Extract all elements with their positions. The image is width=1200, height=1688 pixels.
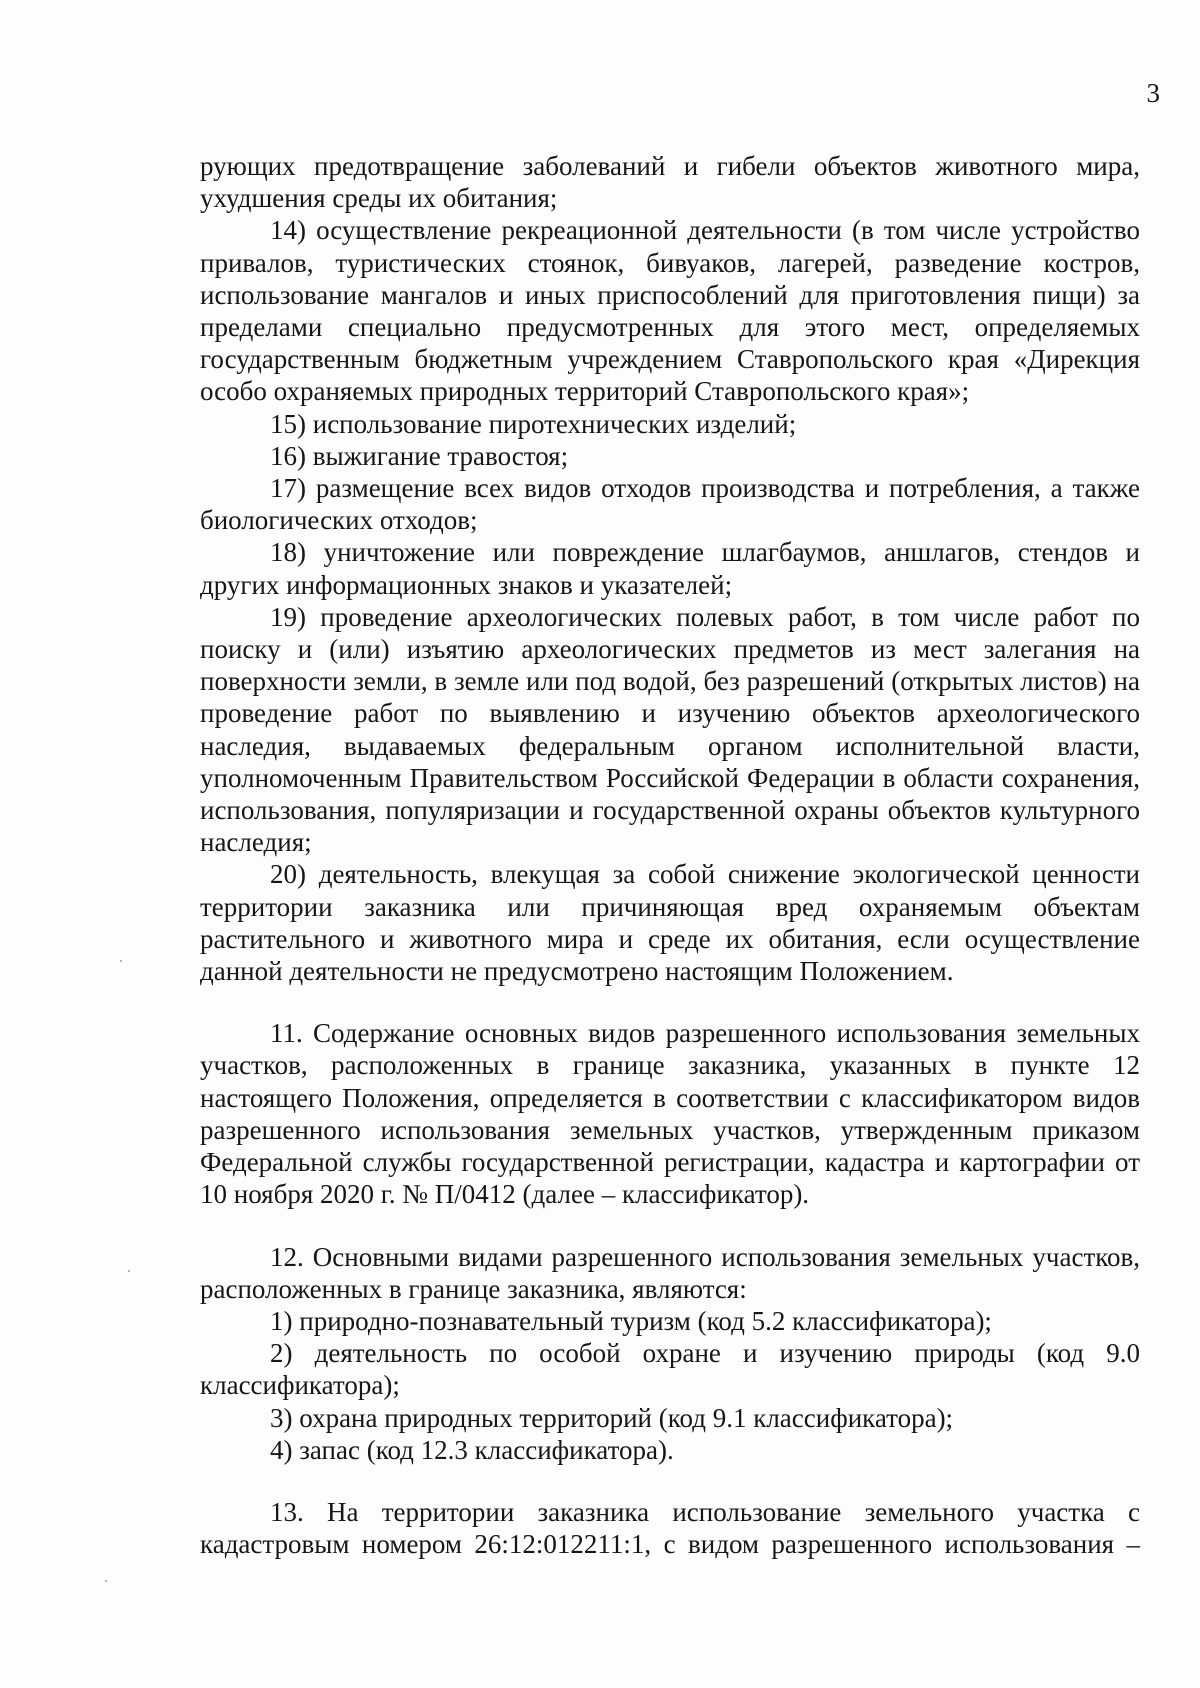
scan-speck xyxy=(120,960,122,962)
scan-speck xyxy=(128,1270,130,1272)
clause-11: 11. Содержание основных видов разрешенного использования земельных участков, расположенных в границе заказника, указанных в пункте 12 настоящего Положения, определяется в соответствии с классификатором видов разрешенного использования земельных участков, утвержденным приказом Федеральной службы государственной регистрации, кадастра и картографии от 10 ноября 2020 г. № П/0412 (далее – классификатор). xyxy=(200,1018,1140,1210)
list-item-16: 16) выжигание травостоя; xyxy=(270,440,569,471)
list-item-19: 19) проведение археологических полевых работ, в том числе работ по поиску и (или) изъятию археологических предметов из мест залегания на поверхности земли, в земле или под водой, без разрешений (открытых листов) на проведение работ по выявлению и изучению объектов археологического наследия, выдаваемых федеральным органом исполнительной власти, уполномоченным Правительством Российской Федерации в области сохранения, использования, популяризации и государственной охраны объектов культурного наследия; xyxy=(200,601,1140,858)
clause-13: 13. На территории заказника использование земельного участка с кадастровым номером 26:12:012211:1, с видом разрешенного использования – xyxy=(200,1496,1140,1560)
list-item-14: 14) осуществление рекреационной деятельности (в том числе устройство привалов, туристических стоянок, бивуаков, лагерей, разведение костров, использование мангалов и иных приспособлений для приготовления пищи) за пределами специально предусмотренных для этого мест, определяемых государственным бюджетным учреждением Ставропольского края «Дирекция особо охраняемых природных территорий Ставропольского края»; xyxy=(200,215,1140,407)
list-item-18: 18) уничтожение или повреждение шлагбаумов, аншлагов, стендов и других информационных знаков и указателей; xyxy=(200,537,1140,600)
scan-speck xyxy=(105,1580,107,1582)
list-item-17: 17) размещение всех видов отходов производства и потребления, а также биологических отходов; xyxy=(200,473,1140,536)
clause-12-item-1: 1) природно-познавательный туризм (код 5.2 классификатора); xyxy=(270,1305,992,1336)
paragraph-continuation: рующих предотвращение заболеваний и гибели объектов животного мира, ухудшения среды их обитания; xyxy=(200,151,1140,214)
document-body xyxy=(200,150,1140,1560)
clause-12-item-3: 3) охрана природных территорий (код 9.1 классификатора); xyxy=(270,1402,954,1433)
page-number: 3 xyxy=(1146,78,1160,108)
clause-12-item-4: 4) запас (код 12.3 классификатора). xyxy=(270,1434,674,1465)
list-item-15: 15) использование пиротехнических изделий; xyxy=(270,408,797,439)
clause-12-item-2: 2) деятельность по особой охране и изучению природы (код 9.0 классификатора); xyxy=(200,1338,1140,1401)
clause-12: 12. Основными видами разрешенного использования земельных участков, расположенных в границе заказника, являются: xyxy=(200,1241,1140,1304)
list-item-20: 20) деятельность, влекущая за собой снижение экологической ценности территории заказника или причиняющая вред охраняемым объектам растительного и животного мира и среде их обитания, если осуществление данной деятельности не предусмотрено настоящим Положением. xyxy=(200,859,1140,987)
